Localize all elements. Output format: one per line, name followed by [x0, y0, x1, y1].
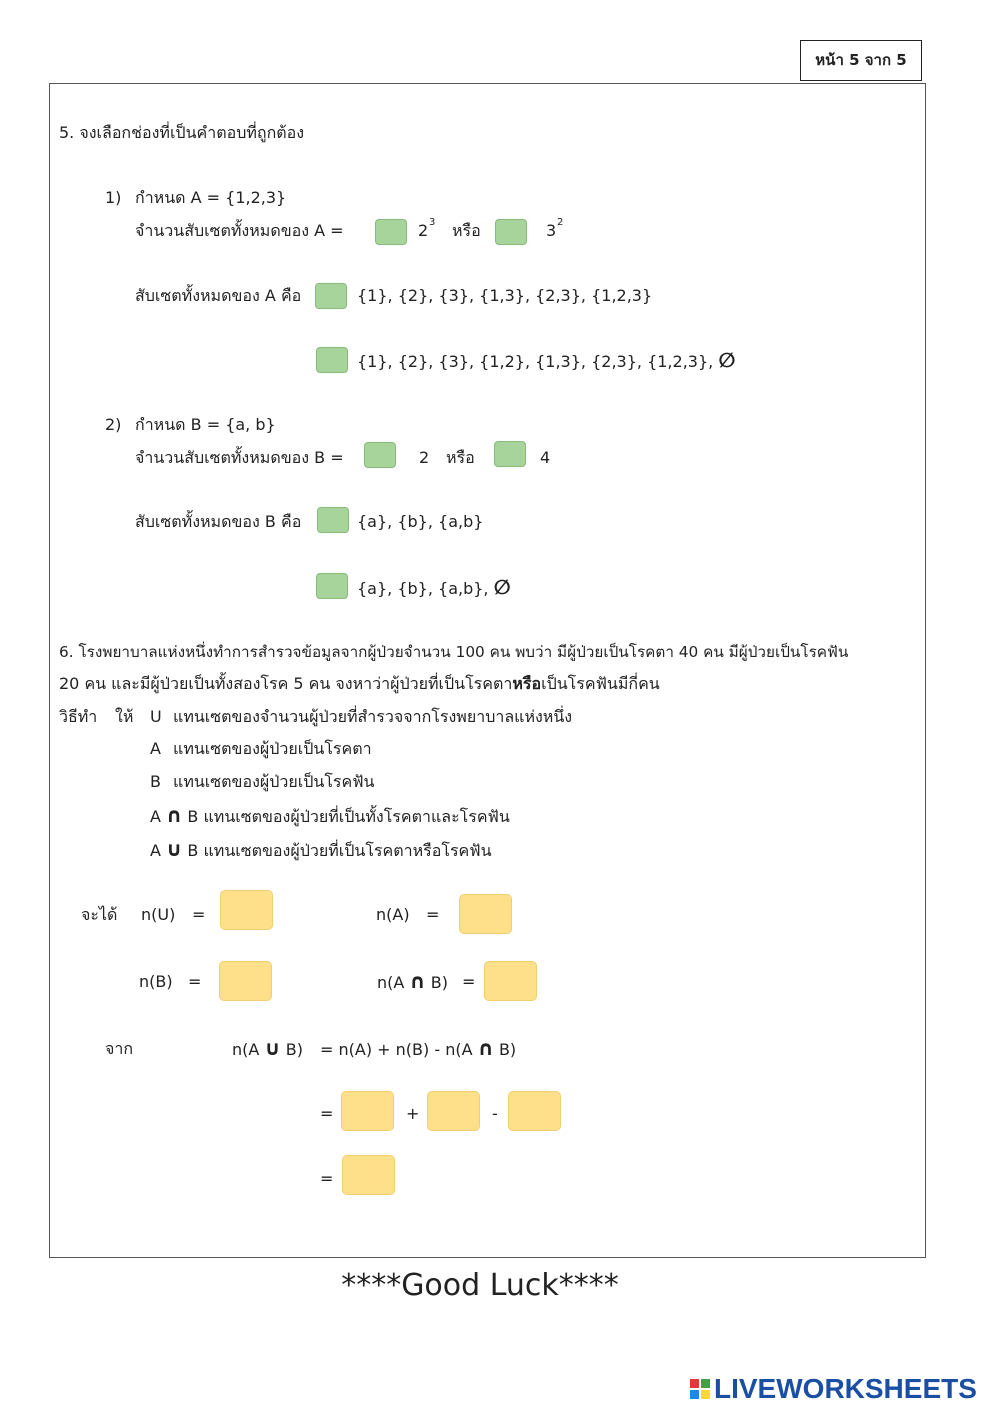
intersection-symbol: ∩	[166, 803, 183, 827]
equals-sign: =	[426, 905, 440, 924]
union-symbol: ∪	[264, 1036, 281, 1060]
def-union: A ∪ B แทนเซตของผู้ป่วยที่เป็นโรคตาหรือโรคฟัน	[150, 837, 492, 861]
liveworksheets-brand-text: LIVEWORKSHEETS	[714, 1373, 977, 1404]
n-a-label: n(A)	[376, 905, 410, 924]
q5-part1-subsets-label: สับเซตทั้งหมดของ A คือ	[135, 286, 302, 305]
subsets-a-choice-1: {1}, {2}, {3}, {1,3}, {2,3}, {1,2,3}	[357, 286, 653, 305]
union-formula: = n(A) + n(B) - n(A ∩ B)	[320, 1036, 517, 1060]
answer-box-n-a[interactable]	[459, 894, 512, 934]
choice-box-2-pow-3[interactable]	[375, 219, 407, 245]
q5-part2-subsets-label: สับเซตทั้งหมดของ B คือ	[135, 512, 302, 531]
choice-box-count-4[interactable]	[494, 441, 526, 467]
intersection-symbol: ∩	[477, 1036, 494, 1060]
union-symbol: ∪	[166, 837, 183, 861]
q6-line-1: 6. โรงพยาบาลแห่งหนึ่งทำการสำรวจข้อมูลจากผู้ป่วยจำนวน 100 คน พบว่า มีผู้ป่วยเป็นโรคตา 40 คน มีผู้ป่วยเป็นโรคฟัน	[59, 643, 849, 661]
minus-sign: -	[492, 1104, 498, 1123]
q6-line-2: 20 คน และมีผู้ป่วยเป็นทั้งสองโรค 5 คน จงหาว่าผู้ป่วยที่เป็นโรคตาหรือเป็นโรคฟันมีกี่คน	[59, 674, 660, 693]
option-3-exponent: 2	[557, 217, 564, 228]
def-u-symbol: U	[150, 707, 162, 726]
method-label: วิธีทำ	[59, 707, 98, 726]
option-count-2: 2	[419, 448, 430, 467]
q5-part1-given: กำหนด A = {1,2,3}	[135, 188, 287, 207]
option-count-4: 4	[540, 448, 551, 467]
q6-bold-or: หรือ	[512, 674, 542, 693]
choice-box-subsets-a-2[interactable]	[316, 347, 348, 373]
q5-title: 5. จงเลือกช่องที่เป็นคำตอบที่ถูกต้อง	[59, 123, 305, 142]
empty-set-symbol: ∅	[493, 575, 511, 599]
equals-sign: =	[192, 905, 206, 924]
q5-part1-number: 1)	[105, 188, 122, 207]
subsets-b-choice-1: {a}, {b}, {a,b}	[357, 512, 484, 531]
answer-box-term-n-a[interactable]	[341, 1091, 394, 1131]
option-2-base: 2	[418, 221, 429, 240]
plus-sign: +	[406, 1104, 420, 1123]
q5-part2-number: 2)	[105, 415, 122, 434]
or-label-2: หรือ	[446, 448, 475, 467]
choice-box-3-pow-2[interactable]	[495, 219, 527, 245]
from-label: จาก	[105, 1039, 134, 1058]
q5-part1-count-label: จำนวนสับเซตทั้งหมดของ A =	[135, 221, 344, 240]
let-label: ให้	[115, 707, 134, 726]
worksheet-frame	[49, 83, 926, 1258]
subsets-b-choice-2: {a}, {b}, {a,b}, ∅	[357, 575, 511, 599]
equals-sign: =	[320, 1169, 334, 1188]
q5-part2-given: กำหนด B = {a, b}	[135, 415, 276, 434]
equals-sign: =	[320, 1104, 334, 1123]
answer-box-term-n-a-intersect-b[interactable]	[508, 1091, 561, 1131]
def-a-text: แทนเซตของผู้ป่วยเป็นโรคตา	[173, 739, 372, 758]
n-u-label: n(U)	[141, 905, 176, 924]
option-2-exponent: 3	[429, 217, 436, 228]
choice-box-subsets-b-2[interactable]	[316, 573, 348, 599]
answer-box-n-u[interactable]	[220, 890, 273, 930]
choice-box-subsets-b-1[interactable]	[317, 507, 349, 533]
or-label: หรือ	[452, 221, 481, 240]
q5-part2-count-label: จำนวนสับเซตทั้งหมดของ B =	[135, 448, 344, 467]
liveworksheets-logo[interactable]	[690, 1374, 977, 1404]
def-b-text: แทนเซตของผู้ป่วยเป็นโรคฟัน	[173, 772, 375, 791]
liveworksheets-logo-icon	[690, 1379, 710, 1399]
intersection-symbol: ∩	[409, 969, 426, 993]
answer-box-final[interactable]	[342, 1155, 395, 1195]
def-u-text: แทนเซตของจำนวนผู้ป่วยที่สำรวจจากโรงพยาบาลแห่งหนึ่ง	[173, 707, 573, 726]
answer-box-term-n-b[interactable]	[427, 1091, 480, 1131]
page-number-label: หน้า 5 จาก 5	[800, 40, 922, 81]
answer-box-n-b[interactable]	[219, 961, 272, 1001]
option-3-base: 3	[546, 221, 557, 240]
equals-sign: =	[462, 972, 476, 991]
choice-box-count-2[interactable]	[364, 442, 396, 468]
equals-sign: =	[188, 972, 202, 991]
empty-set-symbol: ∅	[718, 348, 736, 372]
n-b-label: n(B)	[139, 972, 173, 991]
subsets-a-choice-2: {1}, {2}, {3}, {1,2}, {1,3}, {2,3}, {1,2,3}, ∅	[357, 348, 736, 372]
choice-box-subsets-a-1[interactable]	[315, 283, 347, 309]
good-luck-footer: ****Good Luck****	[341, 1268, 619, 1303]
def-b-symbol: B	[150, 772, 161, 791]
answer-box-n-a-intersect-b[interactable]	[484, 961, 537, 1001]
def-a-symbol: A	[150, 739, 161, 758]
get-label: จะได้	[81, 905, 118, 924]
n-a-intersect-b-label: n(A ∩ B)	[377, 969, 448, 993]
def-intersection: A ∩ B แทนเซตของผู้ป่วยที่เป็นทั้งโรคตาและโรคฟัน	[150, 803, 510, 827]
union-lhs: n(A ∪ B)	[232, 1036, 303, 1060]
